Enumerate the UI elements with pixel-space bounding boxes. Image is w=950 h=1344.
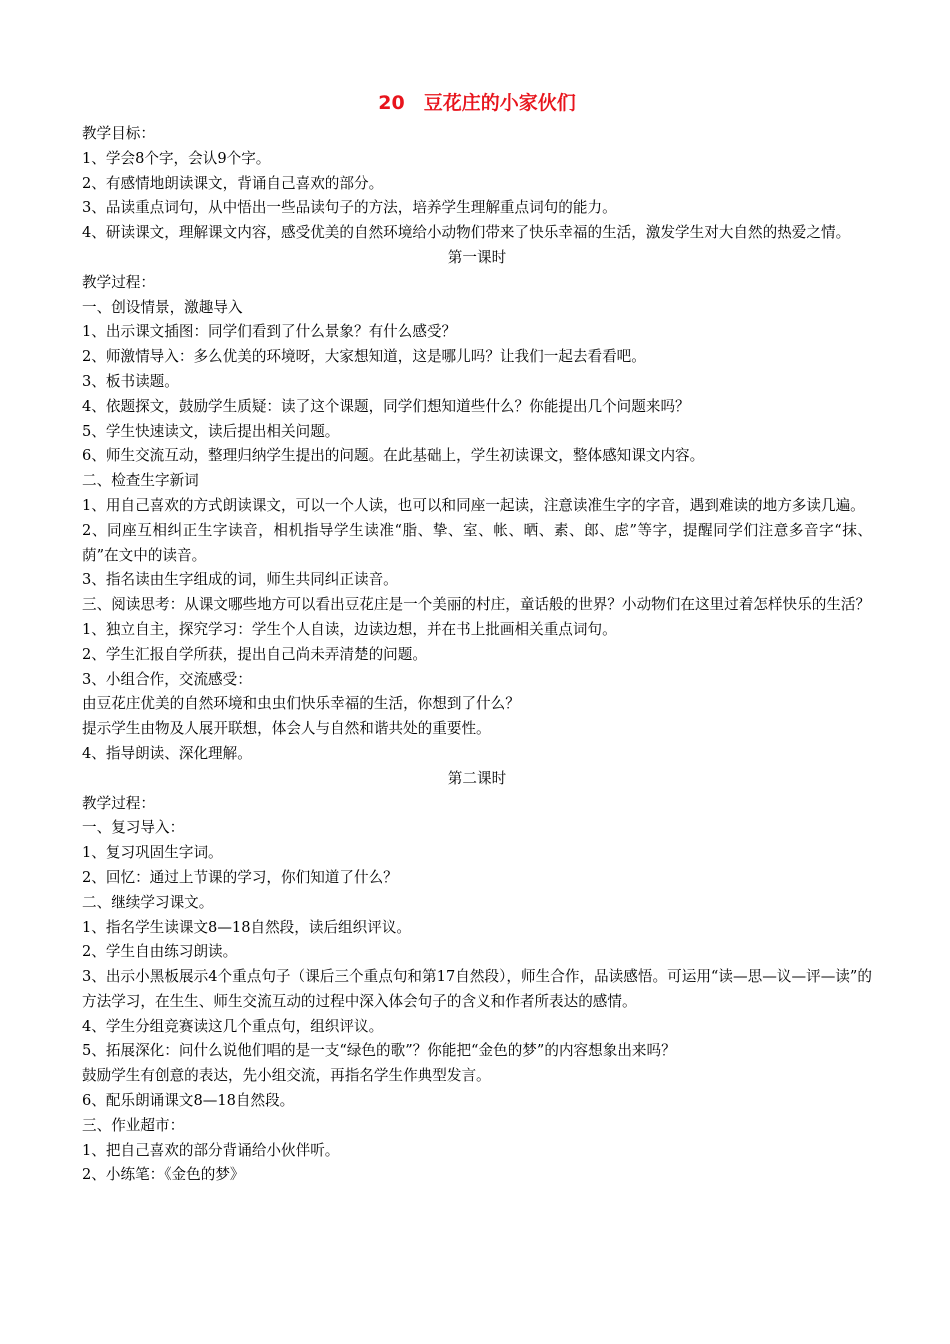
document-title: 20 豆花庄的小家伙们 xyxy=(378,92,576,114)
goal-item: 4、研读课文，理解课文内容，感受优美的自然环境给小动物们带来了快乐幸福的生活，激发学生对大自然的热爱之情。 xyxy=(82,224,851,242)
list-item: 2、学生自由练习朗读。 xyxy=(82,943,238,961)
list-item: 1、复习巩固生字词。 xyxy=(82,844,223,862)
list-item: 1、独立自主，探究学习：学生个人自读，边读边想，并在书上批画相关重点词句。 xyxy=(82,620,617,638)
list-item: 1、出示课文插图：同学们看到了什么景象？有什么感受？ xyxy=(82,323,457,341)
list-item: 1、指名学生读课文8—18自然段，读后组织评议。 xyxy=(82,918,412,936)
heading-teaching-process: 教学过程： xyxy=(82,273,155,291)
document-page xyxy=(82,90,872,1188)
section-heading-lesson-one: 第一课时 xyxy=(447,248,507,266)
heading-teaching-goals: 教学目标： xyxy=(82,125,155,142)
subheading: 三、阅读思考：从课文哪些地方可以看出豆花庄是一个美丽的村庄，童话般的世界？小动物们在这里过着怎样快乐的生活？ xyxy=(82,596,871,614)
list-item: 1、把自己喜欢的部分背诵给小伙伴听。 xyxy=(82,1141,340,1159)
list-item: 2、小练笔：《金色的梦》 xyxy=(82,1166,245,1184)
list-item: 1、用自己喜欢的方式朗读课文，可以一个人读，也可以和同座一起读，注意读准生字的字音，遇到难读的地方多读几遍。 xyxy=(82,496,865,514)
list-item: 3、出示小黑板展示4个重点句子（课后三个重点句和第17自然段），师生合作，品读感悟。可运用“读—思—议—评—读”的方法学习，在生生、师生交流互动的过程中深入体会句子的含义和作者所表达的感情。 xyxy=(82,968,872,1010)
paragraph: 提示学生由物及人展开联想，体会人与自然和谐共处的重要性。 xyxy=(82,720,491,738)
heading-teaching-process: 教学过程： xyxy=(82,794,155,812)
list-item: 5、学生快速读文，读后提出相关问题。 xyxy=(82,422,340,440)
list-item: 3、小组合作，交流感受： xyxy=(82,670,252,688)
list-item: 3、板书读题。 xyxy=(82,372,179,390)
list-item: 2、师激情导入：多么优美的环境呀，大家想知道，这是哪儿吗？让我们一起去看看吧。 xyxy=(82,348,646,366)
list-item: 6、师生交流互动，整理归纳学生提出的问题。在此基础上，学生初读课文，整体感知课文内容。 xyxy=(82,447,705,465)
subheading: 二、检查生字新词 xyxy=(82,472,199,490)
list-item: 5、拓展深化：问什么说他们唱的是一支“绿色的歌”？你能把“金色的梦”的内容想象出来吗？ xyxy=(82,1042,676,1060)
list-item: 2、回忆：通过上节课的学习，你们知道了什么？ xyxy=(82,868,398,886)
list-item: 3、指名读由生字组成的词，师生共同纠正读音。 xyxy=(82,571,398,589)
section-heading-lesson-two: 第二课时 xyxy=(447,769,507,787)
subheading: 二、继续学习课文。 xyxy=(82,893,214,911)
list-item: 2、同座互相纠正生字读音，相机指导学生读准“脂、挚、室、帐、晒、素、郎、虑”等字，提醒同学们注意多音字“抹、荫”在文中的读音。 xyxy=(82,521,872,564)
subheading: 一、创设情景，激趣导入 xyxy=(82,298,243,316)
paragraph: 鼓励学生有创意的表达，先小组交流，再指名学生作典型发言。 xyxy=(82,1067,491,1085)
list-item: 4、学生分组竞赛读这几个重点句，组织评议。 xyxy=(82,1017,384,1035)
list-item: 4、指导朗读、深化理解。 xyxy=(82,744,252,762)
goal-item: 2、有感情地朗读课文，背诵自己喜欢的部分。 xyxy=(82,174,384,192)
subheading: 一、复习导入： xyxy=(82,819,185,837)
goal-item: 3、品读重点词句，从中悟出一些品读句子的方法，培养学生理解重点词句的能力。 xyxy=(82,199,617,217)
paragraph: 由豆花庄优美的自然环境和虫虫们快乐幸福的生活，你想到了什么？ xyxy=(82,695,520,713)
list-item: 2、学生汇报自学所获，提出自己尚未弄清楚的问题。 xyxy=(82,645,427,663)
list-item: 4、依题探文，鼓励学生质疑：读了这个课题，同学们想知道些什么？你能提出几个问题来吗？ xyxy=(82,397,690,415)
subheading: 三、作业超市： xyxy=(82,1116,185,1134)
goal-item: 1、学会8个字，会认9个字。 xyxy=(82,149,271,167)
list-item: 6、配乐朗诵课文8—18自然段。 xyxy=(82,1092,295,1110)
